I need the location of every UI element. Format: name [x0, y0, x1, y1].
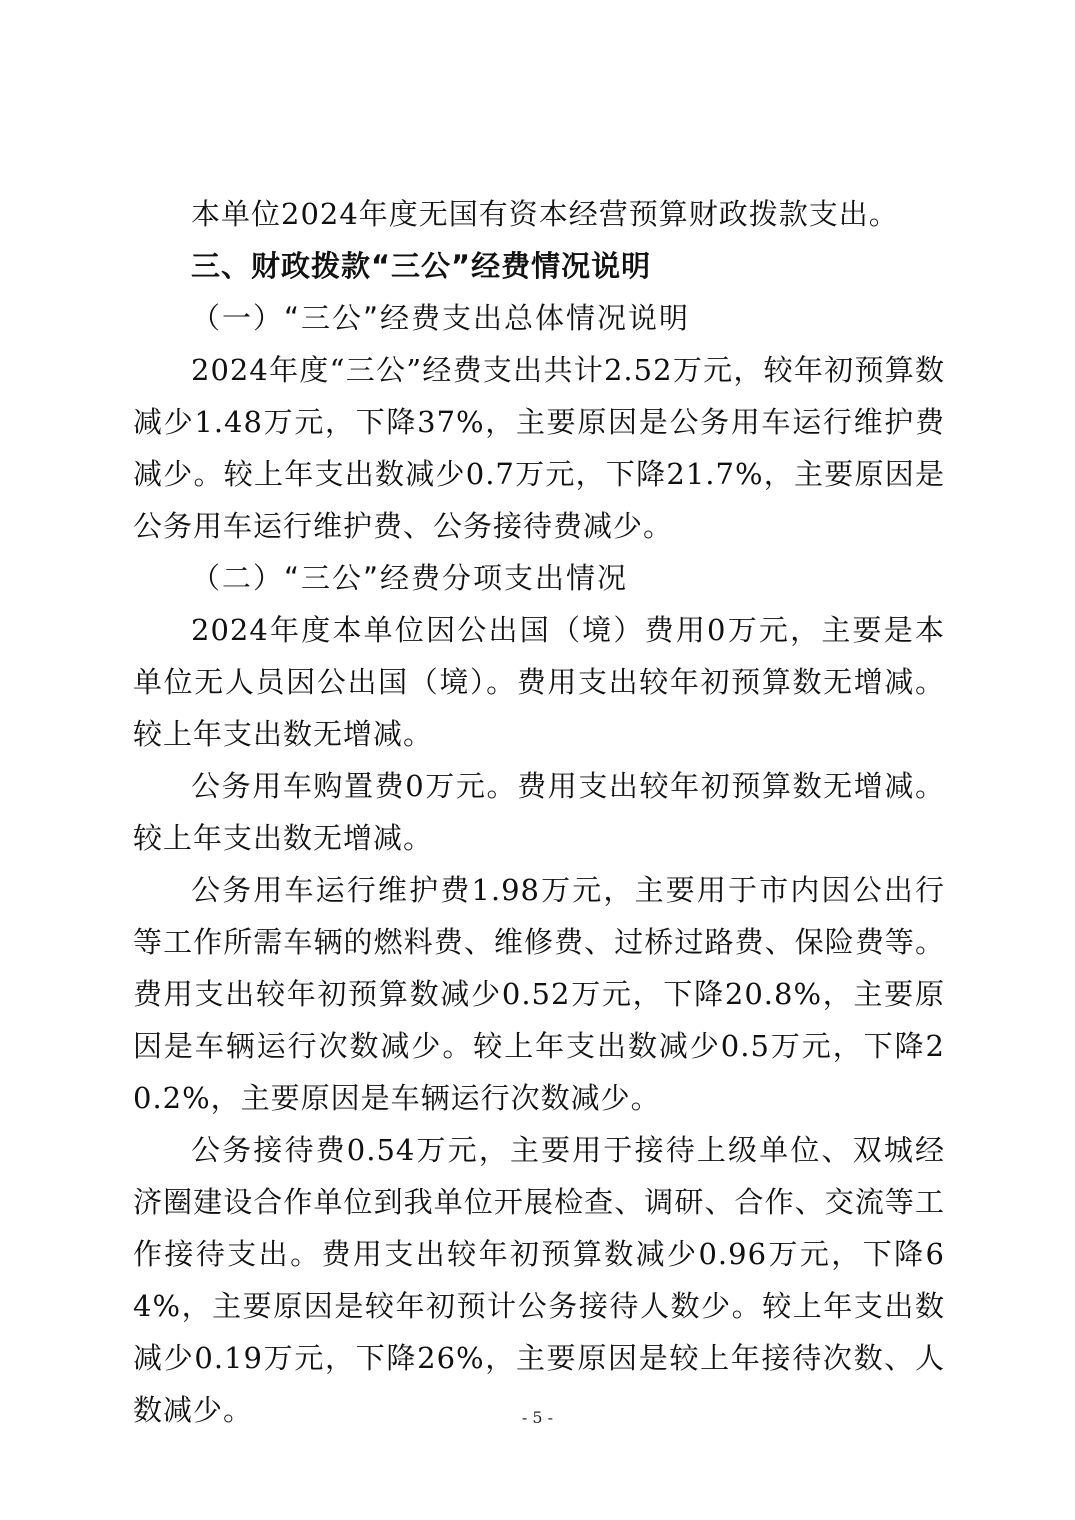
paragraph-vehicle-operation: 公务用车运行维护费1.98万元，主要用于市内因公出行等工作所需车辆的燃料费、维修费、过桥过路费、保险费等。费用支出较年初预算数减少0.52万元，下降20.8%，主要原因是车辆运行次数减少。较上年支出数减少0.5万元，下降20.2%，主要原因是车辆运行次数减少。 — [133, 873, 945, 1115]
page-number: - 5 - — [521, 1408, 554, 1427]
subheading-overall-expenditure: （一）“三公”经费支出总体情况说明 — [191, 301, 691, 335]
paragraph-overseas-travel: 2024年度本单位因公出国（境）费用0万元，主要是本单位无人员因公出国（境）。费用支出较年初预算数无增减。较上年支出数无增减。 — [133, 613, 945, 751]
section-heading-three-public-expenses: 三、财政拨款“三公”经费情况说明 — [191, 249, 652, 283]
subheading-itemized-expenditure: （二）“三公”经费分项支出情况 — [191, 561, 629, 595]
paragraph-official-reception: 公务接待费0.54万元，主要用于接待上级单位、双城经济圈建设合作单位到我单位开展检查、调研、合作、交流等工作接待支出。费用支出较年初预算数减少0.96万元，下降64%，主要原因是较年初预计公务接待人数少。较上年支出数减少0.19万元，下降26%，主要原因是较上年接待次数、人数减少。 — [133, 1133, 945, 1427]
paragraph-overall-expenditure: 2024年度“三公”经费支出共计2.52万元，较年初预算数减少1.48万元，下降37%，主要原因是公务用车运行维护费减少。较上年支出数减少0.7万元，下降21.7%，主要原因是公务用车运行维护费、公务接待费减少。 — [133, 353, 945, 543]
paragraph-vehicle-purchase: 公务用车购置费0万元。费用支出较年初预算数无增减。较上年支出数无增减。 — [133, 769, 945, 855]
document-body — [133, 188, 945, 1436]
paragraph-state-capital-budget: 本单位2024年度无国有资本经营预算财政拨款支出。 — [191, 197, 899, 231]
